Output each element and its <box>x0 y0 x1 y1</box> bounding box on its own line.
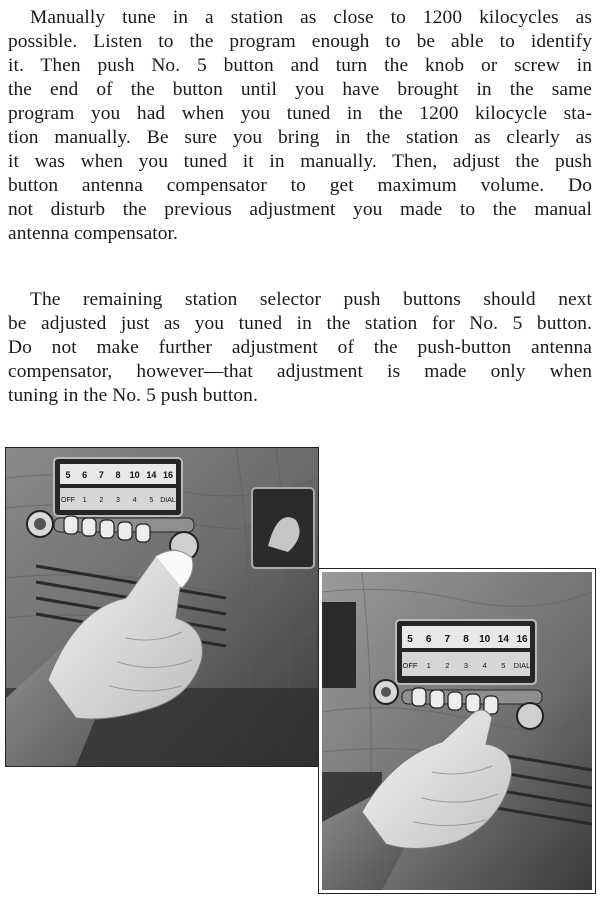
text-line: program you had when you tuned in the 1200 kilocycle sta- <box>8 103 592 124</box>
dial-mark: 7 <box>98 470 104 480</box>
text-line: be adjusted just as you tuned in the station for No. 5 button. <box>8 313 592 334</box>
dial-mark: 14 <box>146 470 157 480</box>
dial-mark: DIAL <box>160 497 176 504</box>
text-line: The remaining station selector push buttons should next <box>30 289 592 310</box>
dial-mark: 1 <box>82 497 87 504</box>
text-line: button antenna compensator to get maximum volume. Do <box>8 175 592 196</box>
dial-mark: 1 <box>426 661 431 670</box>
dial-mark: 16 <box>162 470 174 480</box>
dial-mark: 6 <box>82 470 88 480</box>
text-line: antenna compensator. <box>8 223 178 244</box>
dial-mark: 3 <box>116 497 120 504</box>
dial-mark: OFF <box>61 497 75 504</box>
text-line: Do not make further adjustment of the push-button antenna <box>8 337 592 358</box>
photo-radio-push-button-left <box>6 448 318 766</box>
text-line: Manually tune in a station as close to 1200 kilocycles as <box>30 7 592 28</box>
dial-mark: DIAL <box>513 661 531 670</box>
dial-mark: 8 <box>115 470 121 480</box>
dial-mark: 6 <box>425 634 432 645</box>
dial-mark: 10 <box>129 470 140 480</box>
paragraph-2 <box>8 288 592 408</box>
dial-mark: 10 <box>479 634 491 645</box>
dashboard-radio-illustration <box>6 448 318 766</box>
text-line: compensator, however—that adjustment is made only when <box>8 361 592 382</box>
dial-mark: 4 <box>132 497 137 504</box>
dial-mark: 3 <box>463 661 469 670</box>
dial-mark: 7 <box>444 634 451 645</box>
text-line: it was when you tuned it in manually. Then, adjust the push <box>8 151 592 172</box>
dial-mark: 5 <box>149 497 154 504</box>
dial-mark: 2 <box>445 661 450 670</box>
dial-mark: 8 <box>463 634 469 645</box>
dial-mark: 4 <box>482 661 487 670</box>
dashboard-radio-illustration <box>322 572 592 890</box>
dial-mark: 5 <box>65 470 71 480</box>
dial-mark: 2 <box>99 497 104 504</box>
text-line: tion manually. Be sure you bring in the station as clearly as <box>8 127 592 148</box>
text-line: tuning in the No. 5 push button. <box>8 385 258 406</box>
dial-mark: OFF <box>402 661 418 670</box>
dial-mark: 14 <box>497 634 509 645</box>
dial-mark: 16 <box>516 634 528 645</box>
text-line: the end of the button until you have brought in the same <box>8 79 592 100</box>
dial-mark: 5 <box>407 634 413 645</box>
text-line: possible. Listen to the program enough to be able to identify <box>8 31 592 52</box>
text-line: it. Then push No. 5 button and turn the knob or screw in <box>8 55 592 76</box>
paragraph-1 <box>8 6 592 246</box>
text-line: not disturb the previous adjustment you made to the manual <box>8 199 592 220</box>
photo-radio-push-button-right <box>322 572 592 890</box>
dial-mark: 5 <box>501 661 506 670</box>
